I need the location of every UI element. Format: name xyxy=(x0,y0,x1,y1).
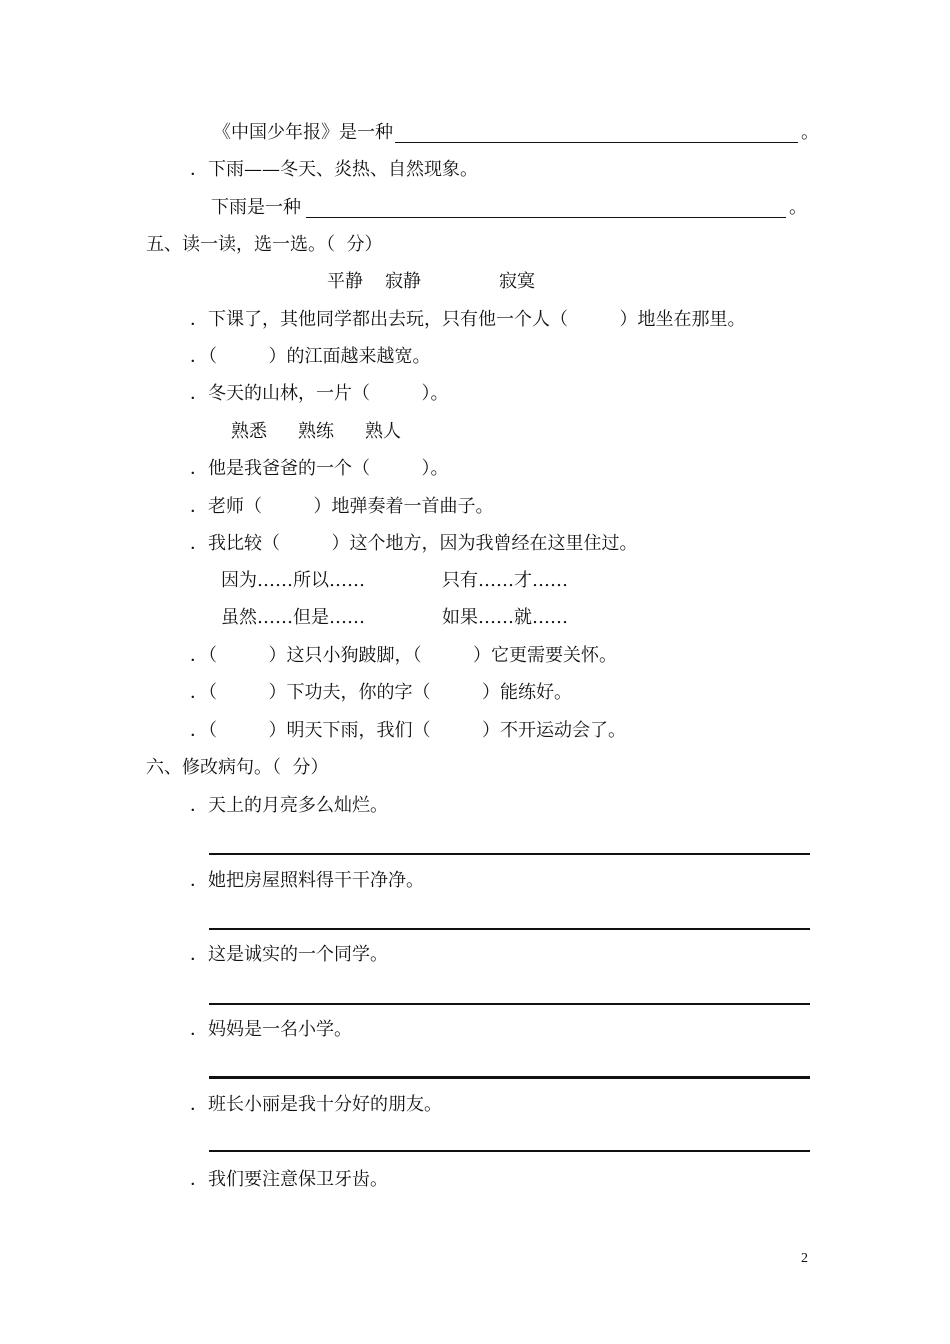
q5-item: ．（ ）下功夫，你的字（ ）能练好。 xyxy=(190,682,572,703)
q5-heading: 五、读一读，选一选。（ 分） xyxy=(146,234,383,255)
q5-word-option: 平静 xyxy=(327,271,363,292)
q5-conjunction-option: 因为……所以…… xyxy=(221,570,365,591)
q5-word-option: 熟练 xyxy=(298,421,334,442)
q5-item: ．他是我爸爸的一个（ ）。 xyxy=(190,458,449,479)
q6-answer-line[interactable] xyxy=(209,1150,810,1152)
q5-word-option: 熟人 xyxy=(365,421,401,442)
q4-line2-blank[interactable] xyxy=(306,217,786,218)
q4-line2-text: 下雨是一种 xyxy=(211,197,301,218)
page-number: 2 xyxy=(801,1251,808,1266)
q4-line2-end: 。 xyxy=(789,197,807,218)
q5-item: ．（ ）明天下雨，我们（ ）不开运动会了。 xyxy=(190,720,626,741)
q6-item: ．这是诚实的一个同学。 xyxy=(190,944,388,965)
q5-item: ．老师（ ）地弹奏着一首曲子。 xyxy=(190,496,494,517)
q6-answer-line[interactable] xyxy=(209,853,810,855)
q4-line1-end: 。 xyxy=(801,122,819,143)
q6-item: ．妈妈是一名小学。 xyxy=(190,1019,352,1040)
q5-item: ．我比较（ ）这个地方，因为我曾经在这里住过。 xyxy=(190,533,638,554)
q5-word-option: 寂静 xyxy=(385,271,421,292)
q5-word-option: 熟悉 xyxy=(231,421,267,442)
q6-answer-line[interactable] xyxy=(209,1076,810,1079)
q6-answer-line[interactable] xyxy=(209,1003,810,1005)
q6-item: ．我们要注意保卫牙齿。 xyxy=(190,1169,388,1190)
q5-item: ．冬天的山林，一片（ ）。 xyxy=(190,383,449,404)
q4-line1-blank[interactable] xyxy=(395,142,798,143)
q5-item: ．下课了，其他同学都出去玩，只有他一个人（ ）地坐在那里。 xyxy=(190,309,746,330)
q6-answer-line[interactable] xyxy=(209,928,810,930)
q5-conjunction-option: 只有……才…… xyxy=(442,570,568,591)
q5-item: ．（ ）这只小狗跛脚，（ ）它更需要关怀。 xyxy=(190,645,617,666)
q4-line1-text: 《中国少年报》是一种 xyxy=(213,122,393,143)
q5-item: ．（ ）的江面越来越宽。 xyxy=(190,346,431,367)
q6-heading: 六、修改病句。（ 分） xyxy=(146,757,329,778)
q6-item: ．班长小丽是我十分好的朋友。 xyxy=(190,1094,442,1115)
q6-item: ．天上的月亮多么灿烂。 xyxy=(190,795,388,816)
q4-item-2: ．下雨——冬天、炎热、自然现象。 xyxy=(190,159,478,180)
q5-conjunction-option: 虽然……但是…… xyxy=(221,607,365,628)
q6-item: ．她把房屋照料得干干净净。 xyxy=(190,870,424,891)
q5-conjunction-option: 如果……就…… xyxy=(442,607,568,628)
q5-word-option: 寂寞 xyxy=(499,271,535,292)
